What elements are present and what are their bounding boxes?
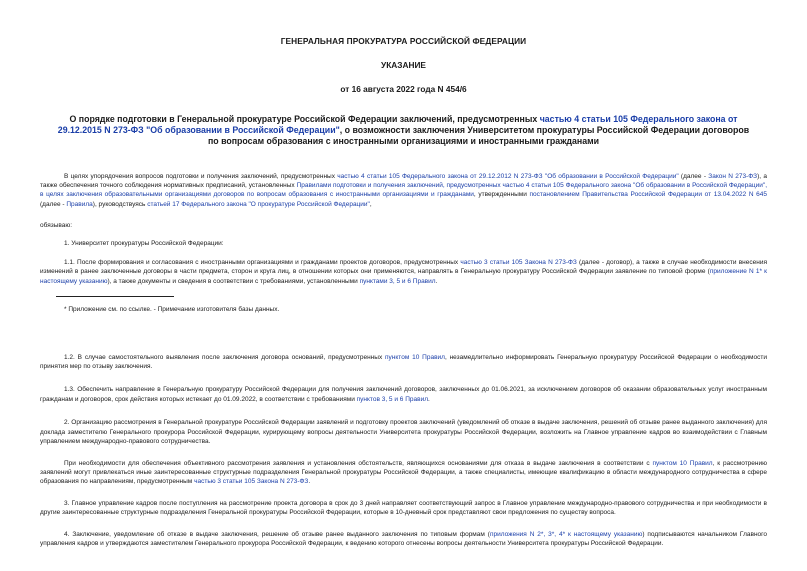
footnote-divider [56, 296, 174, 297]
issuing-organization: ГЕНЕРАЛЬНАЯ ПРОКУРАТУРА РОССИЙСКОЙ ФЕДЕРАЦИИ [280, 36, 527, 46]
document-date: от 16 августа 2022 года N 454/6 [340, 84, 467, 94]
paragraph-1-2: 1.2. В случае самостоятельного выявления после заключения договора оснований, предусмотренных пунктом 10 Правил, незамедлительно информировать Генеральную прокуратуру Российской Федерации о необходимости принятия мер по отзыву заключения. [40, 353, 767, 371]
law-273-short-link[interactable]: Закон N 273-ФЗ [708, 172, 758, 180]
rules-link[interactable]: Правилами подготовки и получения заключений, предусмотренных частью 4 статьи 105 Федерального закона "Об образовании в Российской Федерации", в целях заключения образовательными организациями договоров по вопросам образования с иностранными организациями и гражданами [40, 182, 767, 199]
paragraph-2-continued: При необходимости для обеспечения объективного рассмотрения заявления и установления обстоятельств, являющихся основаниями для отказа в выдаче заключения в соответствии с пунктом 10 Правил, к рассмотрению заявлений могут привлекаться иные заинтересованные структурные подразделения Генеральной прокуратуры Российской Федерации, а также специалисты, имеющие квалификацию в области международного сотрудничества в сфере образования по направлениям, предусмотренным частью 3 статьи 105 Закона N 273-ФЗ. [40, 459, 767, 486]
law-273-link[interactable]: частью 4 статьи 105 Федерального закона от 29.12.2012 N 273-ФЗ "Об образовании в Российской Федерации" [337, 172, 679, 180]
paragraph-3: 3. Главное управление кадров после поступления на рассмотрение проекта договора в срок до 3 дней направляет соответствующий запрос в Главное управление международно-правового сотрудничества и при необходимости в другие заинтересованные структурные подразделения Генеральной прокуратуры Российской Федерации, которые в 10-дневный срок представляют свои предложения по существу вопроса. [40, 499, 767, 517]
rules-point-10-link-2[interactable]: пунктом 10 Правил [652, 459, 713, 467]
document-title: О порядке подготовки в Генеральной прокуратуре Российской Федерации заключений, предусмотренных частью 4 статьи 105 Федерального закона от 29.12.2015 N 273-ФЗ "Об образовании в Российской Федерации", о возможности заключения Университетом прокуратуры Российской Федерации договоров по вопросам образования с иностранными организациями и иностранными гражданами [57, 114, 750, 147]
obliges-line: обязываю: [40, 222, 73, 230]
title-law-link[interactable]: частью 4 статьи 105 Федерального закона от 29.12.2015 N 273-ФЗ "Об образовании в Российской Федерации" [57, 114, 738, 136]
government-resolution-link[interactable]: постановлением Правительства Российской Федерации от 13.04.2022 N 645 [529, 191, 767, 199]
paragraph-1-3: 1.3. Обеспечить направление в Генеральную прокуратуру Российской Федерации для получения заключений договоров, заключенных до 01.06.2021, за исключением договоров об оказании образовательных услуг иностранным гражданам и договоров, срок действия которых истекает до 01.09.2022, в соответствии с требованиями пунктов 3, 5 и 6 Правил. [40, 386, 767, 403]
preamble-paragraph: В целях упорядочения вопросов подготовки и получения заключений, предусмотренных частью 4 статьи 105 Федерального закона от 29.12.2012 N 273-ФЗ "Об образовании в Российской Федерации" (далее - Закон N 273-ФЗ), а также обеспечения точного соблюдения нормативных предписаний, установленных Правилами подготовки и получения заключений, предусмотренных частью 4 статьи 105 Федерального закона "Об образовании в Российской Федерации", в целях заключения образовательными организациями договоров по вопросам образования с иностранными организациями и гражданами, утвержденными постановлением Правительства Российской Федерации от 13.04.2022 N 645 (далее - Правила), руководствуясь статьей 17 Федерального закона "О прокуратуре Российской Федерации", [40, 172, 767, 208]
prosecutor-law-link[interactable]: статьей 17 Федерального закона "О прокуратуре Российской Федерации" [147, 200, 370, 208]
appendices-2-4-link[interactable]: приложения N 2*, 3*, 4* к настоящему указанию [489, 530, 643, 538]
rules-point-10-link[interactable]: пунктом 10 Правил [385, 353, 445, 361]
paragraph-4: 4. Заключение, уведомление об отказе в выдаче заключения, решение об отзыве ранее выданного заключения по типовым формам (приложения N 2*, 3*, 4* к настоящему указанию) подписываются начальником Главного управления кадров и утверждаются заместителем Генерального прокурора Российской Федерации, к ведению которого отнесены вопросы деятельности Университета прокуратуры Российской Федерации. [40, 530, 767, 547]
rules-points-link-2[interactable]: пунктов 3, 5 и 6 Правил [356, 395, 428, 403]
rules-short-link[interactable]: Правила [66, 200, 93, 208]
article-105-part-3-link[interactable]: частью 3 статьи 105 Закона N 273-ФЗ [460, 259, 577, 267]
appendix-1-link[interactable]: приложение N 1* к настоящему указанию [40, 268, 768, 285]
article-105-part-3-link-2[interactable]: частью 3 статьи 105 Закона N 273-ФЗ [194, 478, 309, 486]
paragraph-1: 1. Университет прокуратуры Российской Федерации: [64, 239, 224, 247]
rules-points-link[interactable]: пунктами 3, 5 и 6 Правил [359, 277, 436, 285]
footnote: * Приложение см. по ссылке. - Примечание изготовителя базы данных. [64, 306, 280, 314]
paragraph-2: 2. Организацию рассмотрения в Генеральной прокуратуре Российской Федерации заявлений и подготовку проектов заключений (уведомлений об отказе в выдаче заключения, решений об отзыве ранее выданного заключения) для доклада заместителю Генерального прокурора Российской Федерации, курирующему вопросы деятельности Университета прокуратуры Российской Федерации, возложить на Главное управление кадров во взаимодействии с Главным управлением международно-правового сотрудничества. [40, 419, 767, 446]
paragraph-1-1: 1.1. После формирования и согласования с иностранными организациями и гражданами проектов договоров, предусмотренных частью 3 статьи 105 Закона N 273-ФЗ (далее - договор), а также в случае необходимости внесения изменений в ранее заключенные договоры в части предмета, сторон и круга лиц, в отношении которых они применяются, направлять в Генеральную прокуратуру Российской Федерации заявление по типовой форме (приложение N 1* к настоящему указанию), а также документы и сведения в соответствии с требованиями, установленными пунктами 3, 5 и 6 Правил. [40, 259, 768, 285]
document-kind: УКАЗАНИЕ [381, 60, 426, 70]
